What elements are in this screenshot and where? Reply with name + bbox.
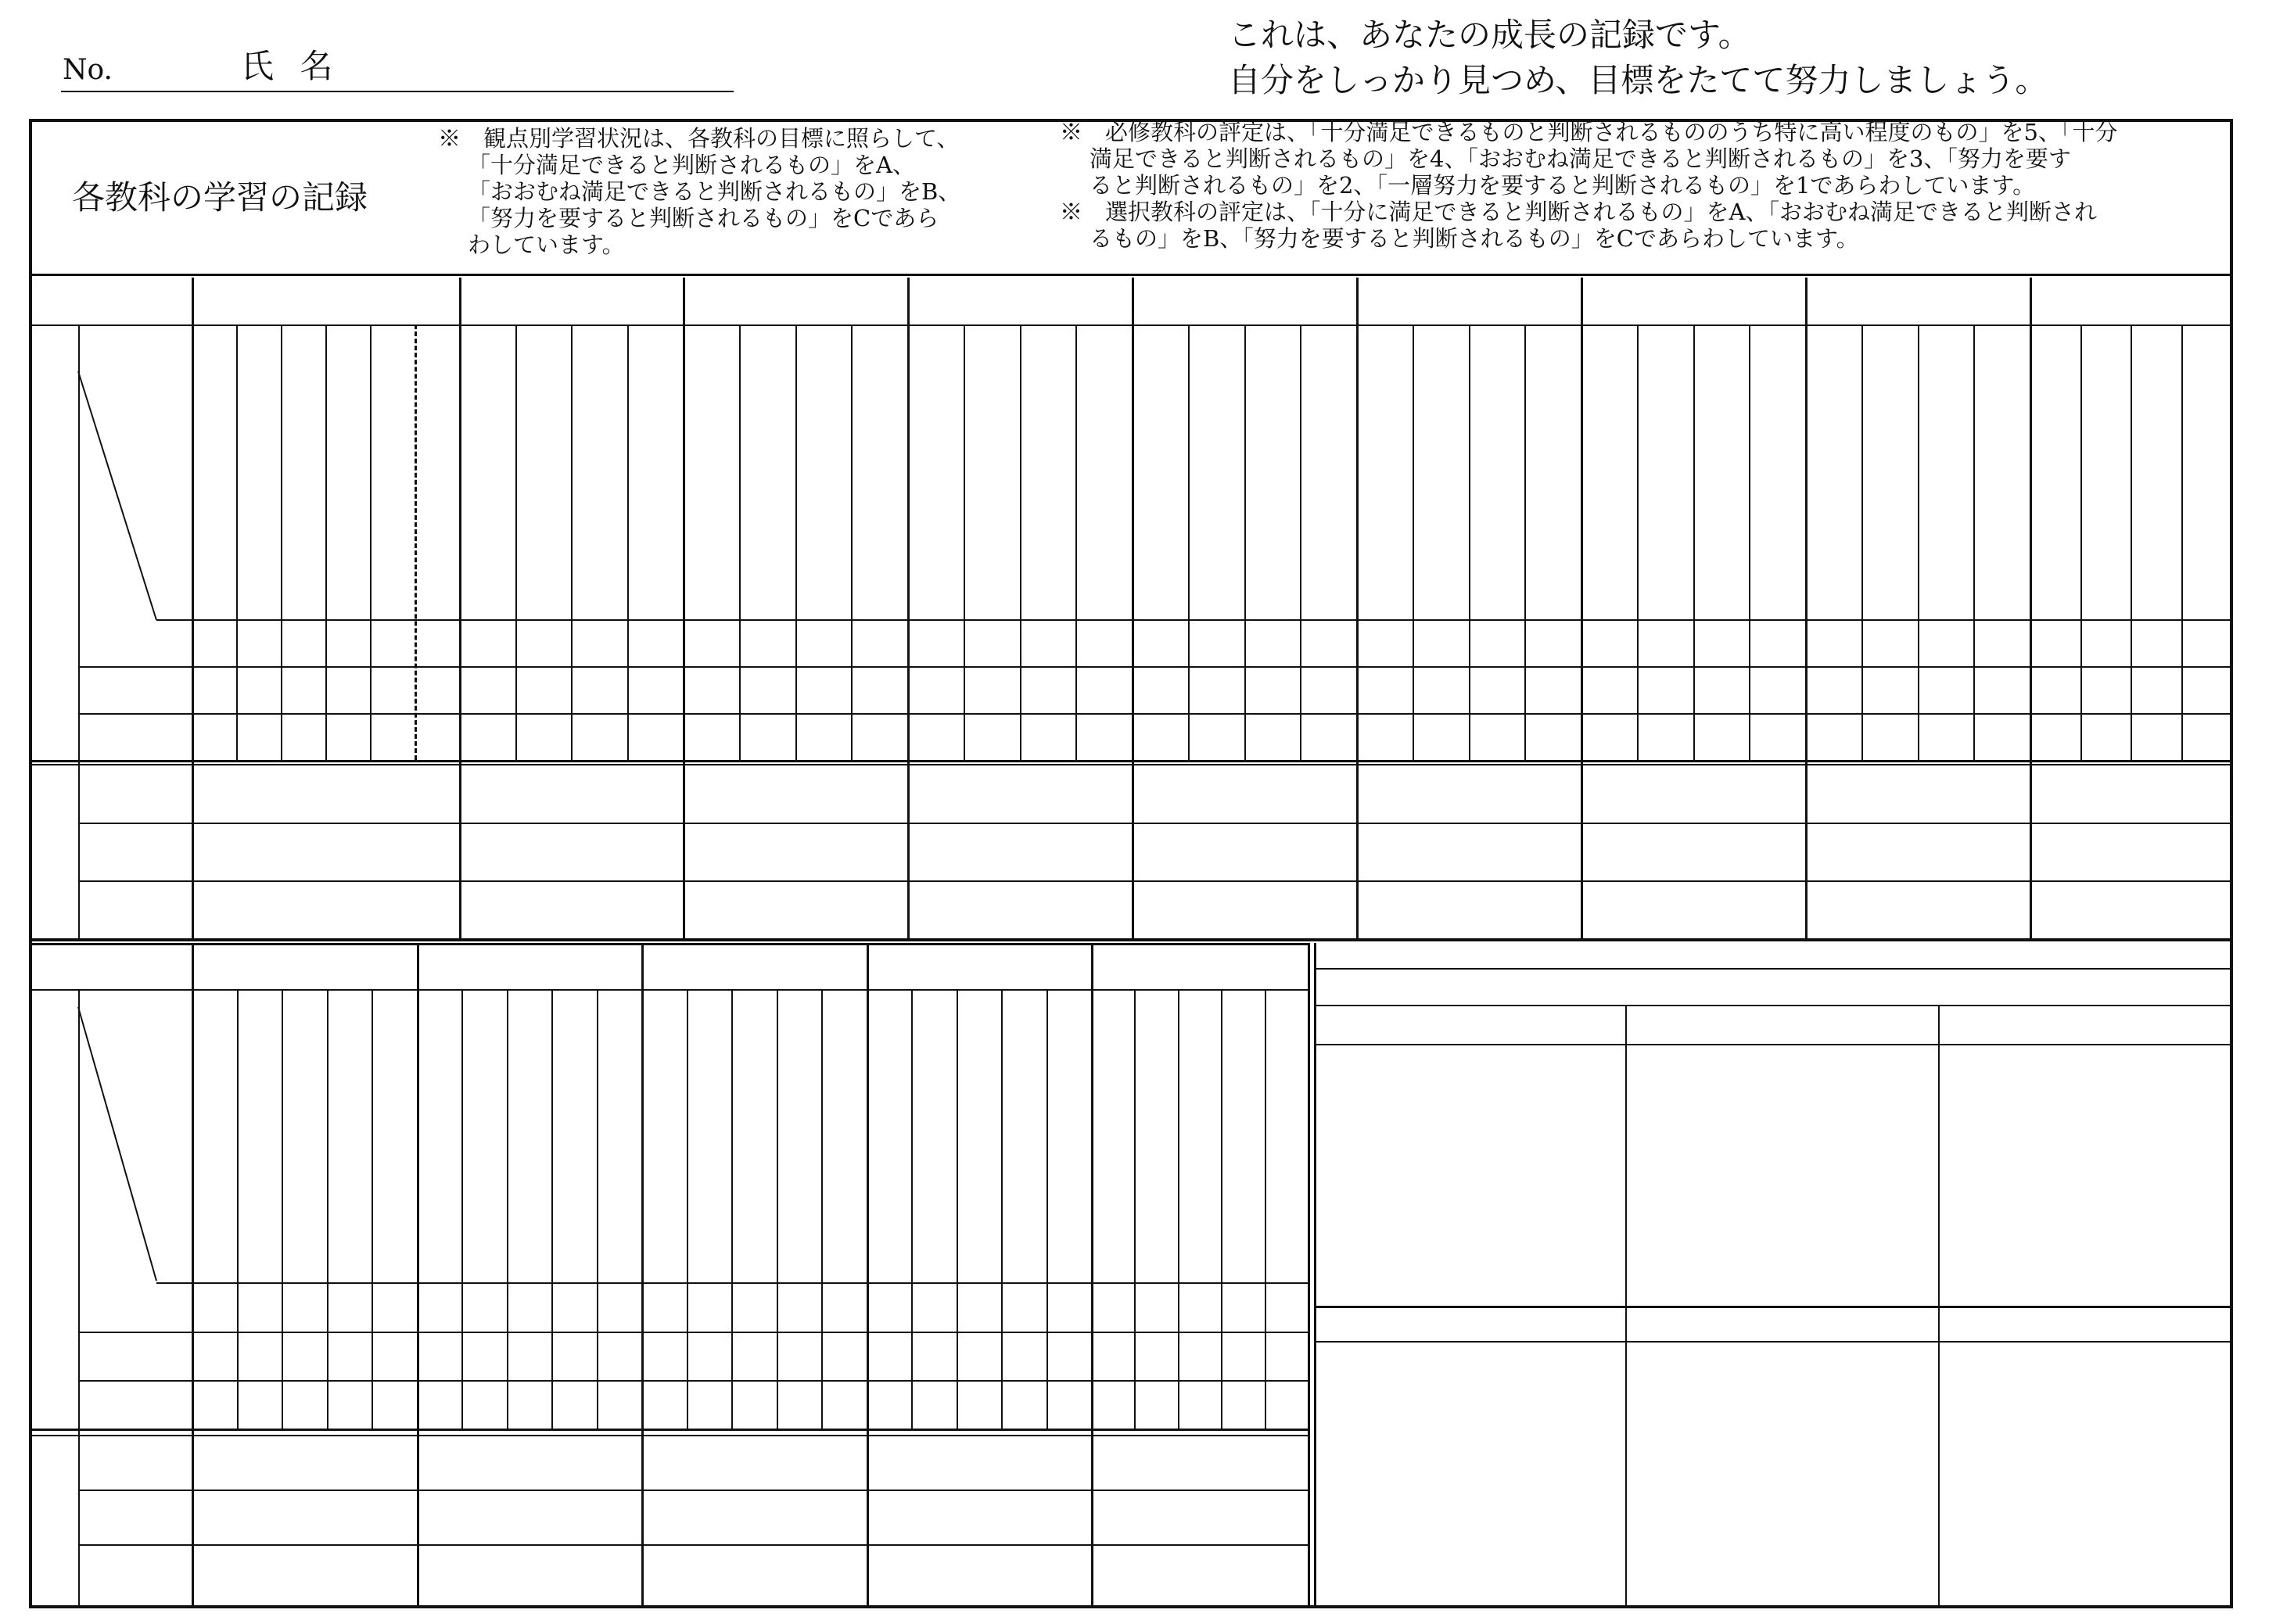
rule-v — [683, 278, 685, 938]
rule-h — [31, 1429, 1308, 1431]
rule-v — [417, 943, 419, 1605]
diagonal-line — [78, 1007, 79, 1008]
rule-h — [1314, 1005, 2231, 1006]
rule-v — [1693, 324, 1695, 760]
subject-name — [483, 278, 659, 324]
rule-v — [1188, 324, 1190, 760]
rule-v — [1178, 989, 1179, 1429]
special-activities-title — [1314, 943, 2231, 968]
rule-v — [461, 989, 463, 1429]
rule-v — [325, 324, 327, 760]
rule-h — [1314, 1341, 2231, 1343]
rule-v — [1356, 278, 1359, 938]
name-label: 氏 名 — [241, 47, 341, 85]
rule-v — [237, 989, 239, 1429]
rule-v — [551, 989, 553, 1429]
rule-h — [31, 764, 2231, 765]
rule-v — [1524, 324, 1526, 760]
rule-h — [31, 324, 2231, 326]
record-title: 各教科の学習の記録 — [72, 178, 368, 217]
rule-v — [1046, 989, 1048, 1429]
notes-divider — [31, 274, 2231, 276]
record-frame — [29, 119, 2233, 1608]
rule-v — [627, 324, 629, 760]
rule-v — [1300, 324, 1301, 760]
dashed-divider — [415, 324, 417, 760]
rule-v — [1918, 324, 1919, 760]
note2-line: ると判断されるもの」を2、「一層努力を要すると判断されるもの」を1であらわしています。 — [1090, 172, 2036, 199]
subject-name — [215, 278, 436, 324]
name-underline — [61, 91, 734, 92]
rule-v — [739, 324, 741, 760]
rule-v — [1075, 324, 1077, 760]
subject-name — [931, 278, 1108, 324]
rule-h — [78, 713, 2231, 715]
rule-v — [282, 989, 283, 1429]
rule-v — [236, 324, 238, 760]
rule-v — [1625, 1306, 1627, 1605]
note1-line: 「努力を要すると判断されるもの」をCであら — [468, 205, 939, 231]
note2-line: 満足できると判断されるもの」を4、「おおむね満足できると判断されるもの」を3、「努力を要す — [1090, 145, 2071, 172]
club-activities-label — [1938, 1309, 2231, 1339]
subject-name — [706, 278, 884, 324]
rule-v — [192, 943, 194, 1605]
class-term-label-0 — [1314, 1010, 1625, 1040]
class-term-label-1 — [1625, 1010, 1938, 1040]
rule-h — [78, 823, 2231, 824]
rule-v — [327, 989, 328, 1429]
rule-v — [1413, 324, 1414, 760]
rule-v — [1625, 1005, 1627, 1306]
rule-v — [2030, 278, 2032, 938]
message-line-1: これは、あなたの成長の記録です。 — [1228, 16, 1751, 54]
rule-h — [31, 1435, 1308, 1436]
rule-v — [1581, 278, 1583, 938]
rule-v — [571, 324, 573, 760]
rule-v — [957, 989, 958, 1429]
rule-v — [1265, 989, 1266, 1429]
rule-v — [687, 989, 688, 1429]
student-council-label — [1314, 1309, 1625, 1339]
rule-v — [372, 989, 373, 1429]
note2-line: ※ 選択教科の評定は、「十分に満足できると判断されるもの」をA、「おおむね満足できると判断され — [1060, 199, 2097, 225]
rule-v — [515, 324, 517, 760]
rule-v — [795, 324, 797, 760]
rule-v — [1938, 1306, 1940, 1605]
note1-line: 「おおむね満足できると判断されるもの」をB、 — [468, 178, 961, 205]
class-activity-label — [1314, 973, 2231, 1001]
rule-h — [78, 1490, 1308, 1491]
rule-v — [370, 324, 372, 760]
rule-h — [31, 943, 1308, 945]
rule-h — [78, 1332, 1308, 1333]
rule-v — [1308, 943, 1310, 1605]
rule-v — [1314, 943, 1316, 1605]
rule-v — [1973, 324, 1975, 760]
rule-v — [1221, 989, 1222, 1429]
subject-name — [2053, 278, 2208, 324]
rule-v — [1132, 278, 1134, 938]
rule-v — [1805, 278, 1808, 938]
rule-v — [907, 278, 910, 938]
rule-v — [2181, 324, 2183, 760]
rule-v — [1020, 324, 1021, 760]
rule-h — [31, 760, 2231, 762]
subject-name — [1829, 278, 2006, 324]
rule-v — [597, 989, 598, 1429]
subject-name — [1380, 278, 1557, 324]
school-events-label — [1625, 1309, 1938, 1339]
rule-h — [78, 666, 2231, 668]
rule-v — [821, 989, 823, 1429]
rule-v — [1091, 943, 1093, 1605]
note1-line: 「十分満足できると判断されるもの」をA、 — [468, 152, 915, 178]
rule-v — [731, 989, 733, 1429]
rule-h — [78, 880, 2231, 882]
rule-h — [1314, 1044, 2231, 1045]
rule-v — [1861, 324, 1863, 760]
rule-v — [1001, 989, 1003, 1429]
rule-v — [964, 324, 965, 760]
message-line-2: 自分をしっかり見つめ、目標をたてて努力しましょう。 — [1228, 61, 2048, 99]
rule-v — [2080, 324, 2082, 760]
rule-h — [1314, 968, 2231, 970]
note1-line: わしています。 — [468, 231, 625, 258]
rule-v — [851, 324, 853, 760]
rule-v — [459, 278, 461, 938]
rule-h — [31, 938, 2231, 941]
subject-name — [1155, 278, 1333, 324]
rule-v — [1469, 324, 1470, 760]
note1-line: ※ 観点別学習状況は、各教科の目標に照らして、 — [438, 125, 960, 152]
note2-line: るもの」をB、「努力を要すると判断されるもの」をCであらわしています。 — [1090, 225, 1859, 252]
rule-v — [281, 324, 282, 760]
rule-v — [1244, 324, 1246, 760]
rule-v — [911, 989, 913, 1429]
rule-v — [1749, 324, 1750, 760]
rule-v — [2131, 324, 2132, 760]
rule-v — [1637, 324, 1639, 760]
no-label: No. — [63, 54, 113, 86]
rule-h — [1314, 1306, 2231, 1308]
rule-h — [78, 1544, 1308, 1546]
rule-v — [641, 943, 644, 1605]
rule-v — [1134, 989, 1136, 1429]
rule-h — [78, 1380, 1308, 1382]
rule-h — [31, 989, 1308, 991]
rule-v — [1938, 1005, 1940, 1306]
diagonal-line — [78, 371, 79, 372]
rule-v — [192, 278, 194, 938]
class-term-label-2 — [1938, 1010, 2231, 1040]
rule-v — [777, 989, 778, 1429]
rule-h — [156, 619, 2231, 621]
rule-v — [867, 943, 869, 1605]
note2-line: ※ 必修教科の評定は、「十分満足できるものと判断されるもののうち特に高い程度のもの」を5、「十分 — [1060, 119, 2118, 145]
subject-name — [1604, 278, 1782, 324]
rule-v — [507, 989, 508, 1429]
